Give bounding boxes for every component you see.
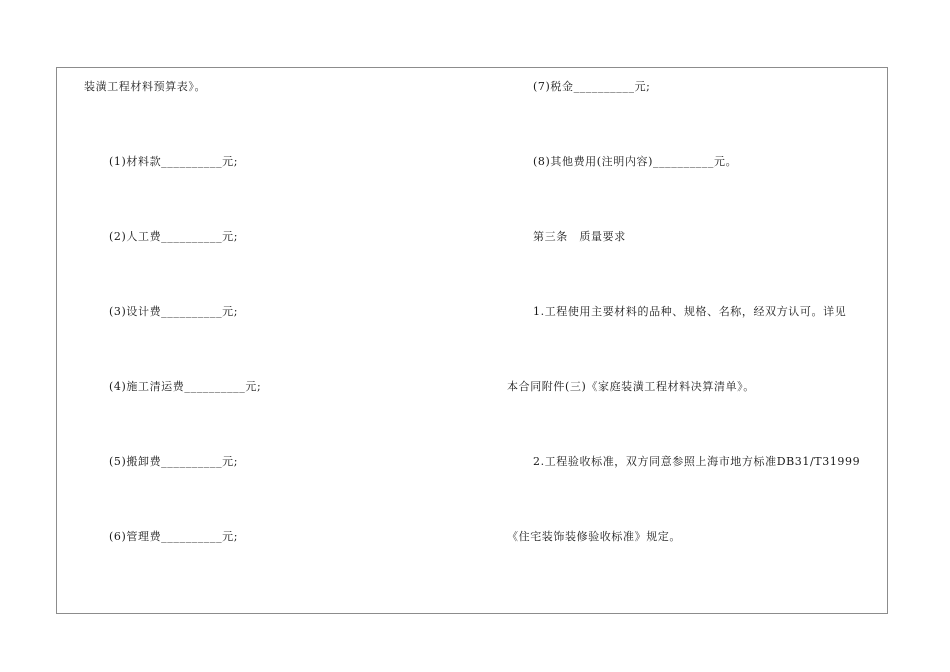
cost-item-management: (6)管理费__________元; [109,530,239,543]
cost-item-design: (3)设计费__________元; [109,305,239,318]
cost-item-materials: (1)材料款__________元; [109,155,239,168]
article-heading: 第三条 质量要求 [533,230,626,243]
cost-item-handling: (5)搬卸费__________元; [109,455,239,468]
cost-item-labor: (2)人工费__________元; [109,230,239,243]
clause-1-line-1: 1.工程使用主要材料的品种、规格、名称，经双方认可。详见 [533,305,847,318]
cost-item-cleanup: (4)施工清运费__________元; [109,380,262,393]
cost-item-tax: (7)税金__________元; [533,80,651,93]
clause-2-line-1: 2.工程验收标准，双方同意参照上海市地方标准DB31/T31999 [533,455,861,468]
clause-1-line-2: 本合同附件(三)《家庭装潢工程材料决算清单》。 [507,380,755,393]
clause-2-line-2: 《住宅装饰装修验收标准》规定。 [507,530,681,543]
budget-table-reference: 装潢工程材料预算表》。 [84,80,207,93]
cost-item-other: (8)其他费用(注明内容)__________元。 [533,155,738,168]
